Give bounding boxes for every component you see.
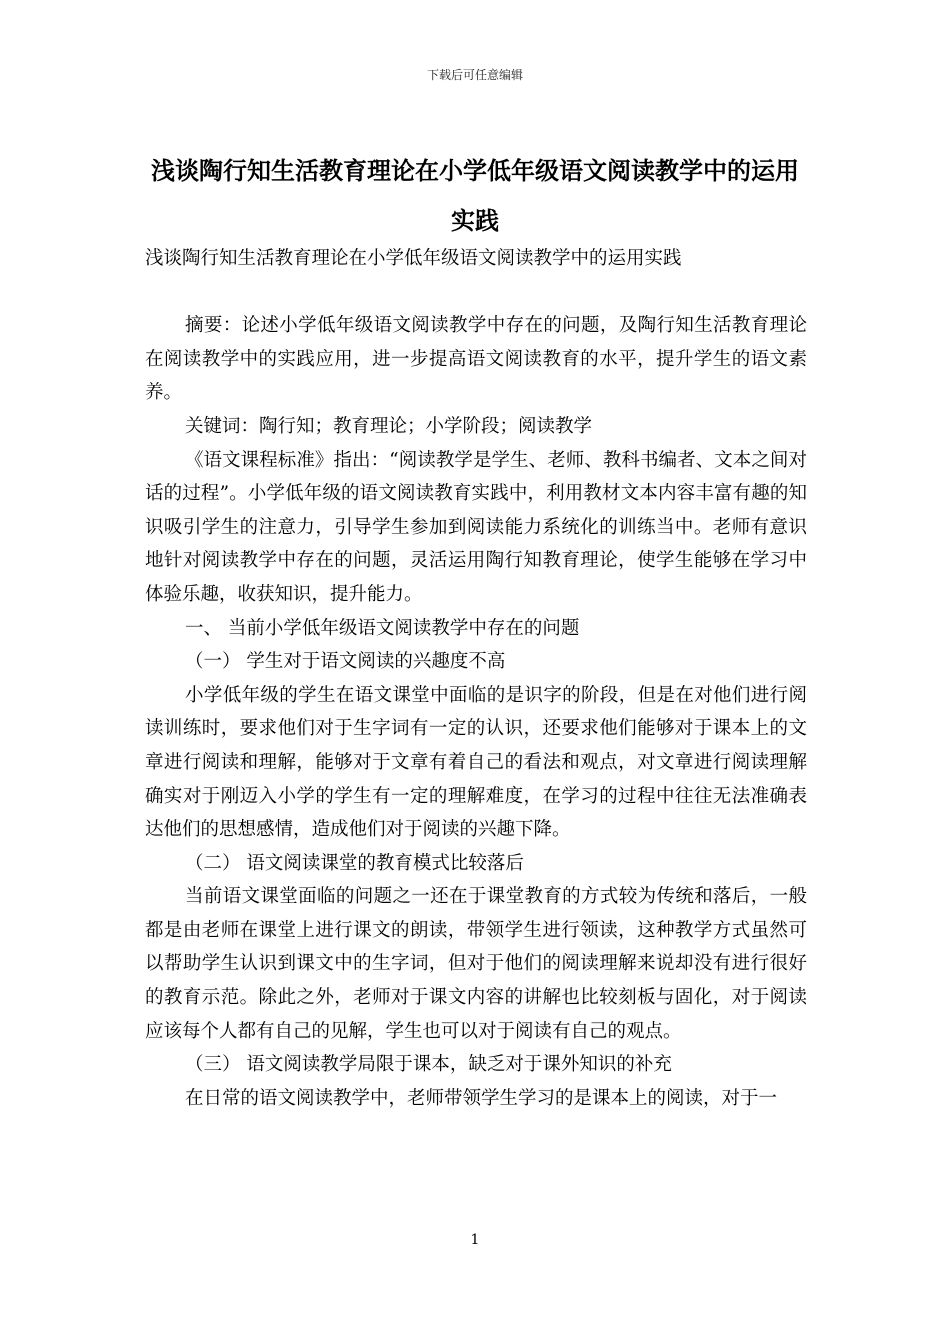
- subsection-heading-3: （三） 语文阅读教学局限于课本，缺乏对于课外知识的补充: [185, 1054, 672, 1076]
- document-body: [145, 242, 807, 1115]
- keywords-paragraph: 关键词：陶行知；教育理论；小学阶段；阅读教学: [185, 415, 593, 437]
- subsection-paragraph-3: 在日常的语文阅读教学中，老师带领学生学习的是课本上的阅读，对于一: [185, 1087, 778, 1109]
- page-number: 1: [470, 1232, 480, 1248]
- subsection-paragraph-2: 当前语文课堂面临的问题之一还在于课堂教育的方式较为传统和落后，一般都是由老师在课堂上进行课文的朗读，带领学生进行领读，这种教学方式虽然可以帮助学生认识到课文中的生字词，但对于他们的阅读理解来说却没有进行很好的教育示范。除此之外，老师对于课文内容的讲解也比较刻板与固化，对于阅读应该每个人都有自己的见解，学生也可以对于阅读有自己的观点。: [145, 886, 807, 1042]
- intro-paragraph: 《语文课程标准》指出：“阅读教学是学生、老师、教科书编者、文本之间对话的过程”。小学低年级的语文阅读教育实践中，利用教材文本内容丰富有趣的知识吸引学生的注意力，引导学生参加到阅读能力系统化的训练当中。老师有意识地针对阅读教学中存在的问题，灵活运用陶行知教育理论，使学生能够在学习中体验乐趣，收获知识，提升能力。: [145, 449, 807, 605]
- header-note: 下载后可任意编辑: [426, 68, 523, 82]
- subsection-heading-1: （一） 学生对于语文阅读的兴趣度不高: [185, 651, 506, 673]
- abstract-paragraph: 摘要：论述小学低年级语文阅读教学中存在的问题，及陶行知生活教育理论在阅读教学中的实践应用，进一步提高语文阅读教育的水平，提升学生的语文素养。: [145, 315, 807, 404]
- section-heading-1: 一、 当前小学低年级语文阅读教学中存在的问题: [185, 617, 580, 639]
- subtitle: 浅谈陶行知生活教育理论在小学低年级语文阅读教学中的运用实践: [145, 248, 682, 269]
- subsection-heading-2: （二） 语文阅读课堂的教育模式比较落后: [185, 852, 524, 874]
- subsection-paragraph-1: 小学低年级的学生在语文课堂中面临的是识字的阶段，但是在对他们进行阅读训练时，要求他们对于生字词有一定的认识，还要求他们能够对于课本上的文章进行阅读和理解，能够对于文章有着自己的看法和观点，对文章进行阅读理解确实对于刚迈入小学的学生有一定的理解难度，在学习的过程中往往无法准确表达他们的思想感情，造成他们对于阅读的兴趣下降。: [145, 684, 807, 841]
- document-title: 浅谈陶行知生活教育理论在小学低年级语文阅读教学中的运用实践: [151, 157, 799, 235]
